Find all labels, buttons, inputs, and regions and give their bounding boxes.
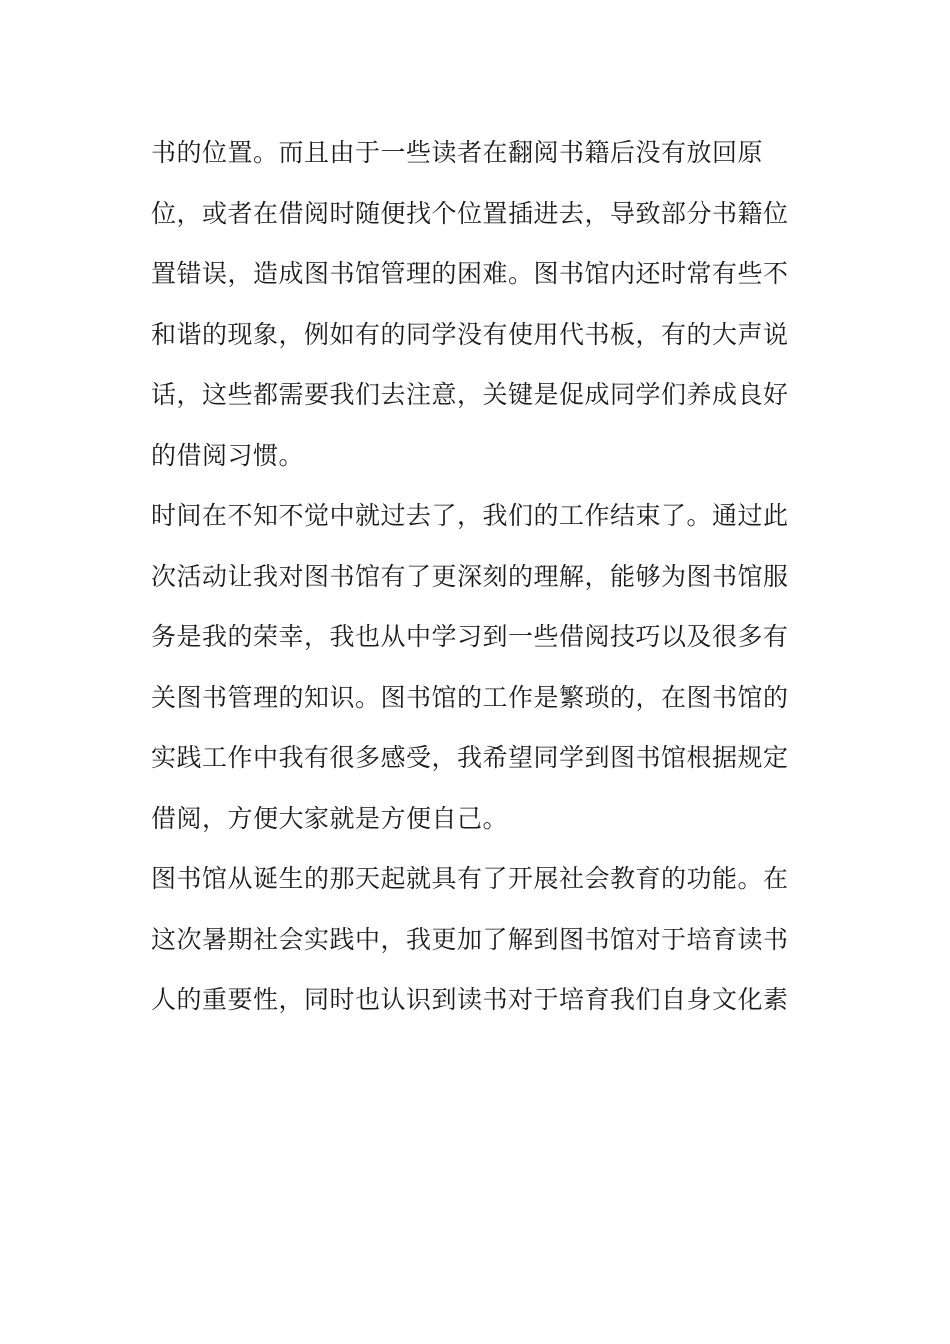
text-line: 置错误，造成图书馆管理的困难。图书馆内还时常有些不: [151, 259, 789, 288]
text-line: 的借阅习惯。: [151, 440, 305, 470]
text-line: 人的重要性，同时也认识到读书对于培育我们自身文化素: [151, 985, 789, 1014]
text-line: 图书馆从诞生的那天起就具有了开展社会教育的功能。在: [151, 864, 789, 893]
body-text: [151, 128, 811, 1036]
text-line: 书的位置。而且由于一些读者在翻阅书籍后没有放回原: [151, 138, 764, 167]
text-line: 时间在不知不觉中就过去了，我们的工作结束了。通过此: [151, 501, 789, 530]
text-line: 务是我的荣幸，我也从中学习到一些借阅技巧以及很多有: [151, 622, 789, 651]
text-line: 实践工作中我有很多感受，我希望同学到图书馆根据规定: [151, 743, 789, 772]
text-line: 和谐的现象，例如有的同学没有使用代书板，有的大声说: [151, 319, 789, 349]
text-line: 这次暑期社会实践中，我更加了解到图书馆对于培育读书: [151, 924, 789, 954]
text-line: 次活动让我对图书馆有了更深刻的理解，能够为图书馆服: [151, 561, 789, 591]
text-line: 话，这些都需要我们去注意，关键是促成同学们养成良好: [151, 380, 789, 409]
text-line: 关图书管理的知识。图书馆的工作是繁琐的，在图书馆的: [151, 682, 789, 712]
text-line: 位，或者在借阅时随便找个位置插进去，导致部分书籍位: [151, 198, 789, 228]
text-line: 借阅，方便大家就是方便自己。: [151, 803, 509, 833]
